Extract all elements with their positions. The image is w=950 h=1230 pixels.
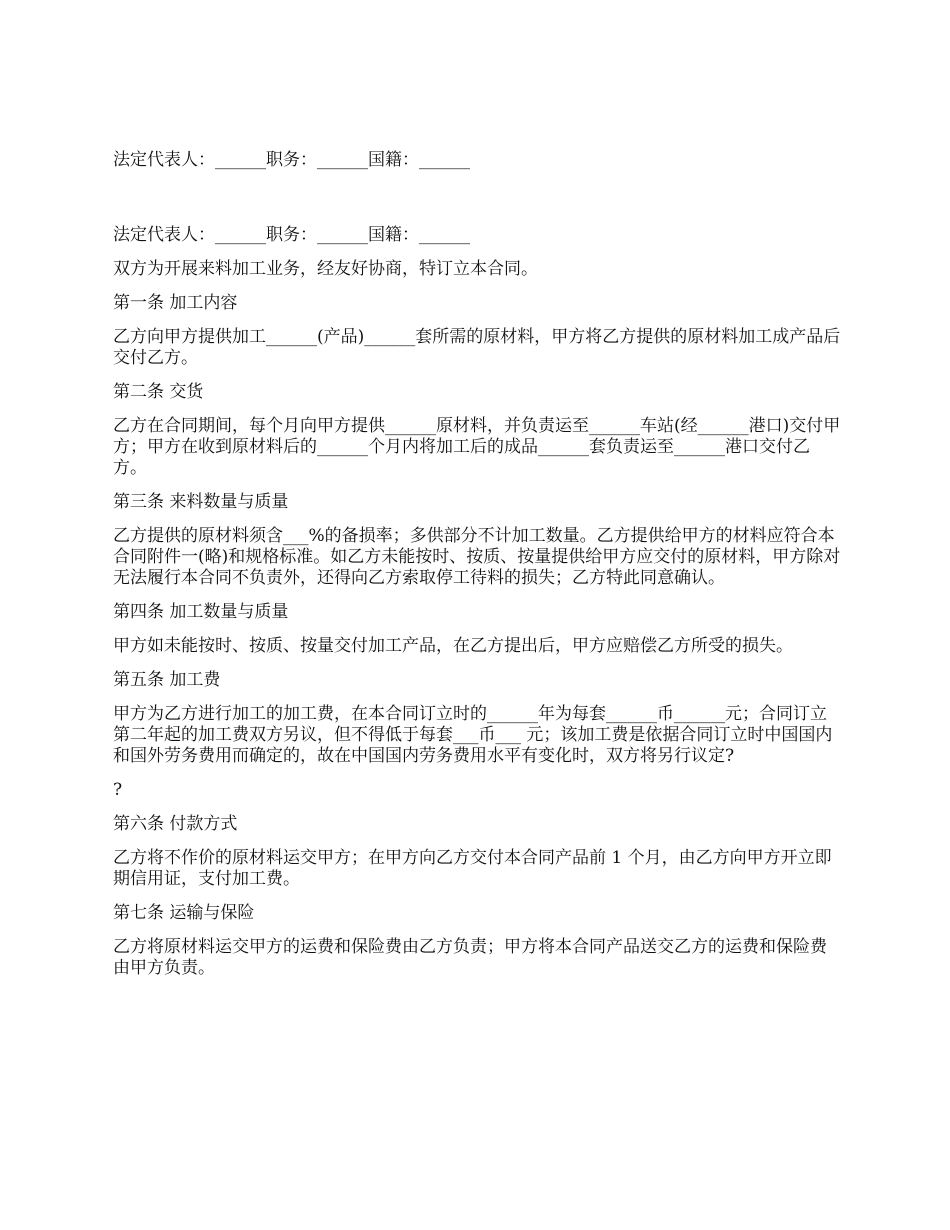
legal-representative-line-2: 法定代表人：______职务：______国籍：______ <box>113 225 470 245</box>
section-heading-article-1: 第一条 加工内容 <box>113 293 238 313</box>
article-6-text: 乙方将不作价的原材料运交甲方；在甲方向乙方交付本合同产品前 1 个月，由乙方向甲方开立即期信用证，支付加工费。 <box>113 848 832 889</box>
section-heading-article-2: 第二条 交货 <box>113 382 204 402</box>
article-4-text: 甲方如未能按时、按质、按量交付加工产品，在乙方提出后，甲方应赔偿乙方所受的损失。 <box>113 636 793 656</box>
contract-intro: 双方为开展来料加工业务，经友好协商，特订立本合同。 <box>113 259 538 279</box>
legal-representative-line-1: 法定代表人：______职务：______国籍：______ <box>113 150 470 170</box>
section-heading-article-5: 第五条 加工费 <box>113 670 221 690</box>
article-3-text: 乙方提供的原材料须含___%的备损率；多供部分不计加工数量。乙方提供给甲方的材料应符合本合同附件一(略)和规格标准。如乙方未能按时、按质、按量提供给甲方应交付的原材料，甲方除对无法履行本合同不负责外，还得向乙方索取停工待料的损失；乙方特此同意确认。 <box>113 526 841 588</box>
question-mark-line: ? <box>113 780 123 800</box>
section-heading-article-7: 第七条 运输与保险 <box>113 903 255 923</box>
document-body <box>113 150 843 992</box>
article-7-text: 乙方将原材料运交甲方的运费和保险费由乙方负责；甲方将本合同产品送交乙方的运费和保险费由甲方负责。 <box>113 937 827 978</box>
article-2-text: 乙方在合同期间，每个月向甲方提供______原材料，并负责运至______车站(经______港口)交付甲方；甲方在收到原材料后的______个月内将加工后的成品______套负责运至______港口交付乙方。 <box>113 416 841 478</box>
article-5-text: 甲方为乙方进行加工的加工费，在本合同订立时的______年为每套______币______元；合同订立第二年起的加工费双方另议，但不得低于每套___币___ 元；该加工费是依据合同订立时中国国内和国外劳务费用而确定的，故在中国国内劳务费用水平有变化时，双方将另行议定? <box>113 704 833 766</box>
section-heading-article-3: 第三条 来料数量与质量 <box>113 492 289 512</box>
section-heading-article-6: 第六条 付款方式 <box>113 814 238 834</box>
section-heading-article-4: 第四条 加工数量与质量 <box>113 602 289 622</box>
article-1-text: 乙方向甲方提供加工______(产品)______套所需的原材料，甲方将乙方提供的原材料加工成产品后交付乙方。 <box>113 327 841 368</box>
